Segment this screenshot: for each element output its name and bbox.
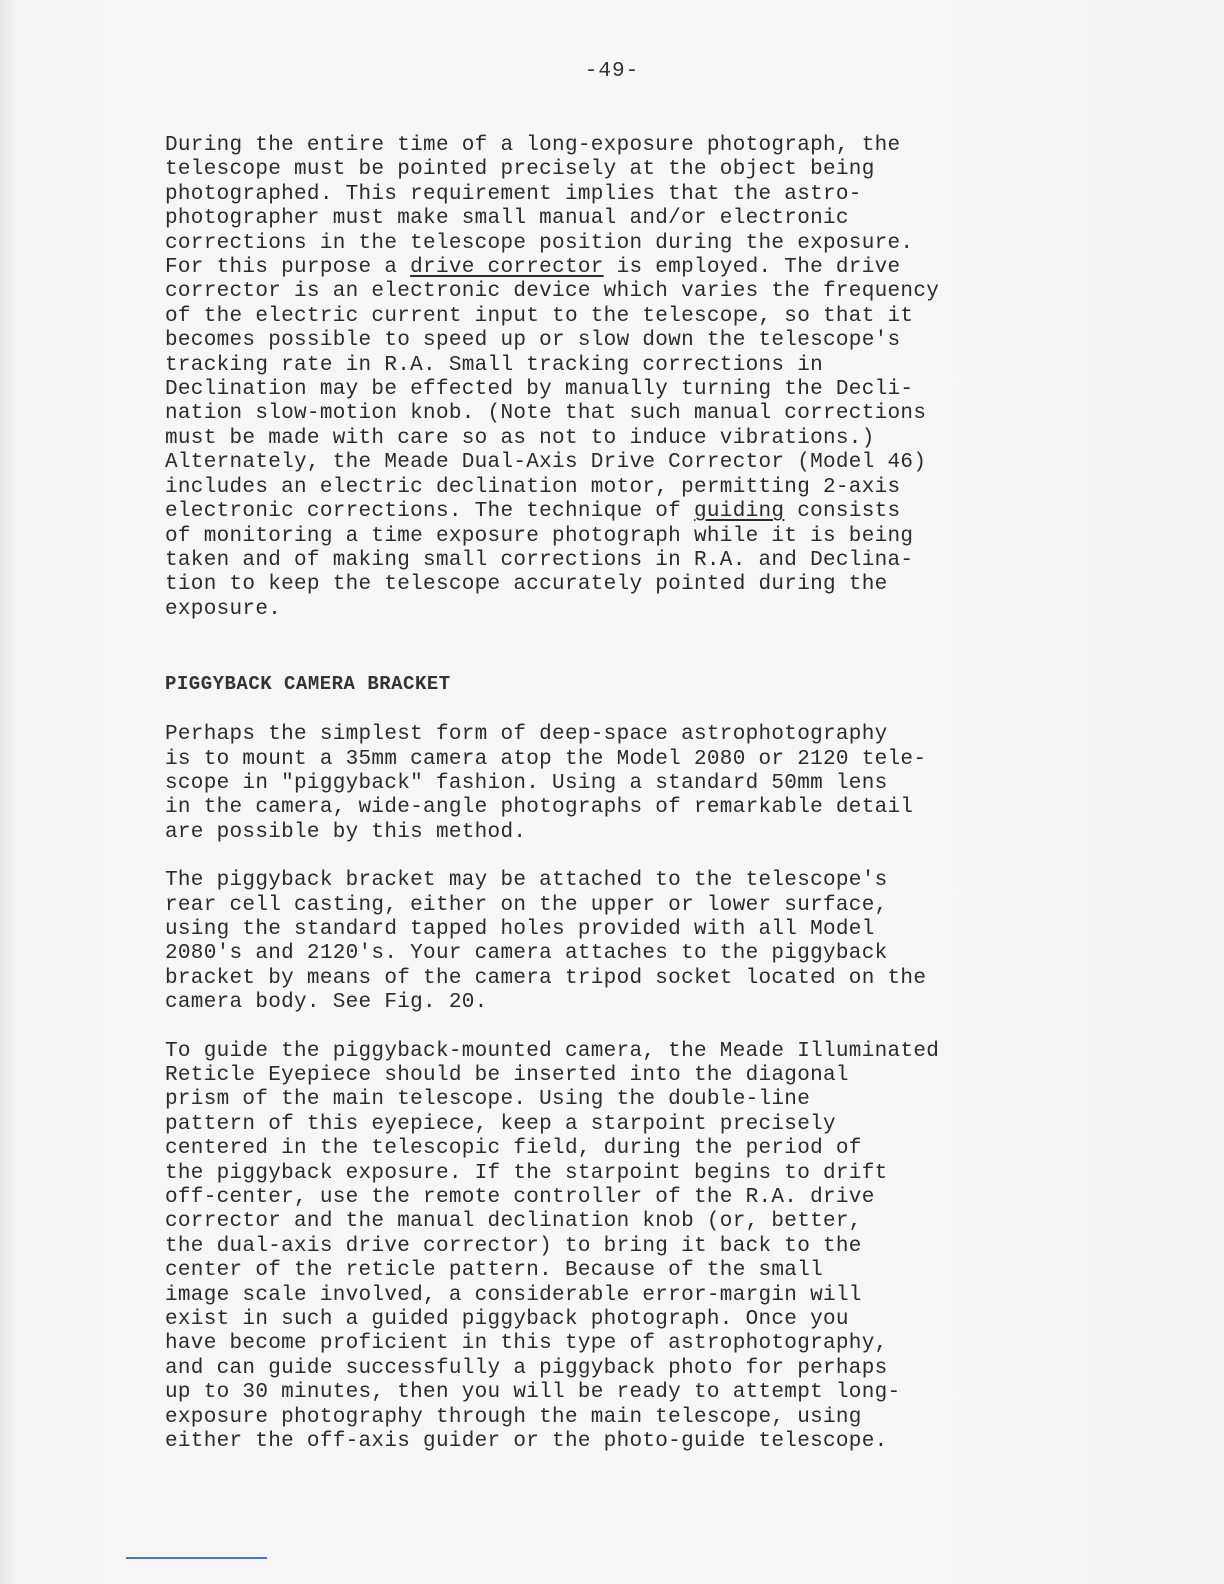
underlined-term-drive-corrector: drive corrector: [410, 256, 604, 280]
paragraph-text: During the entire time of a long-exposure photograph, the telescope must be pointed precisely at the object being photographed. This requirement implies that the astro- photographer must make small manual and/or electronic corrections in the telescope position during the exposure. For this purpose a: [165, 134, 914, 280]
page-number: -49-: [584, 60, 640, 83]
margin-line-mark: [126, 1557, 267, 1559]
section-heading: PIGGYBACK CAMERA BRACKET: [165, 673, 451, 696]
paragraph-drive-corrector: [165, 134, 1065, 622]
underlined-term-guiding: guiding: [693, 500, 785, 524]
paragraph-bracket-mounting: The piggyback bracket may be attached to the telescope's rear cell casting, either on the upper or lower surface, using the standard tapped holes provided with all Model 2080's and 2120's. Your camera attaches to the piggyback bracket by means of the camera tripod socket located on the camera body. See Fig. 20.: [165, 869, 927, 1015]
paragraph-piggyback-intro: Perhaps the simplest form of deep-space astrophotography is to mount a 35mm camera atop the Model 2080 or 2120 tele- scope in "piggyback" fashion. Using a standard 50mm lens in the camera, wide-angle photographs of remarkable detail are possible by this method.: [165, 723, 927, 844]
paragraph-text: consists of monitoring a time exposure photograph while it is being taken and of making small corrections in R.A. and Declina- tion to keep the telescope accurately pointed during the exposure.: [165, 500, 914, 621]
paragraph-text: is employed. The drive corrector is an electronic device which varies the frequency of the electric current input to the telescope, so that it becomes possible to speed up or slow down the telescope's tracking rate in R.A. Small tracking corrections in Declination may be effected by manually turning the Decli- nation slow-motion knob. (Note that such manual corrections must be made with care so as not to induce vibrations.) Alternately, the Meade Dual-Axis Drive Corrector (Model 46) includes an electric declination motor, permitting 2-axis electronic corrections. The technique of: [165, 256, 940, 524]
page-body: [165, 134, 1065, 1455]
paragraph-guiding-piggyback: To guide the piggyback-mounted camera, the Meade Illuminated Reticle Eyepiece should be inserted into the diagonal prism of the main telescope. Using the double-line pattern of this eyepiece, keep a starpoint precisely centered in the telescopic field, during the period of the piggyback exposure. If the starpoint begins to drift off-center, use the remote controller of the R.A. drive corrector and the manual declination knob (or, better, the dual-axis drive corrector) to bring it back to the center of the reticle pattern. Because of the small image scale involved, a considerable error-margin will exist in such a guided piggyback photograph. Once you have become proficient in this type of astrophotography, and can guide successfully a piggyback photo for perhaps up to 30 minutes, then you will be ready to attempt long- exposure photography through the main telescope, using either the off-axis guider or the photo-guide telescope.: [165, 1039, 940, 1454]
